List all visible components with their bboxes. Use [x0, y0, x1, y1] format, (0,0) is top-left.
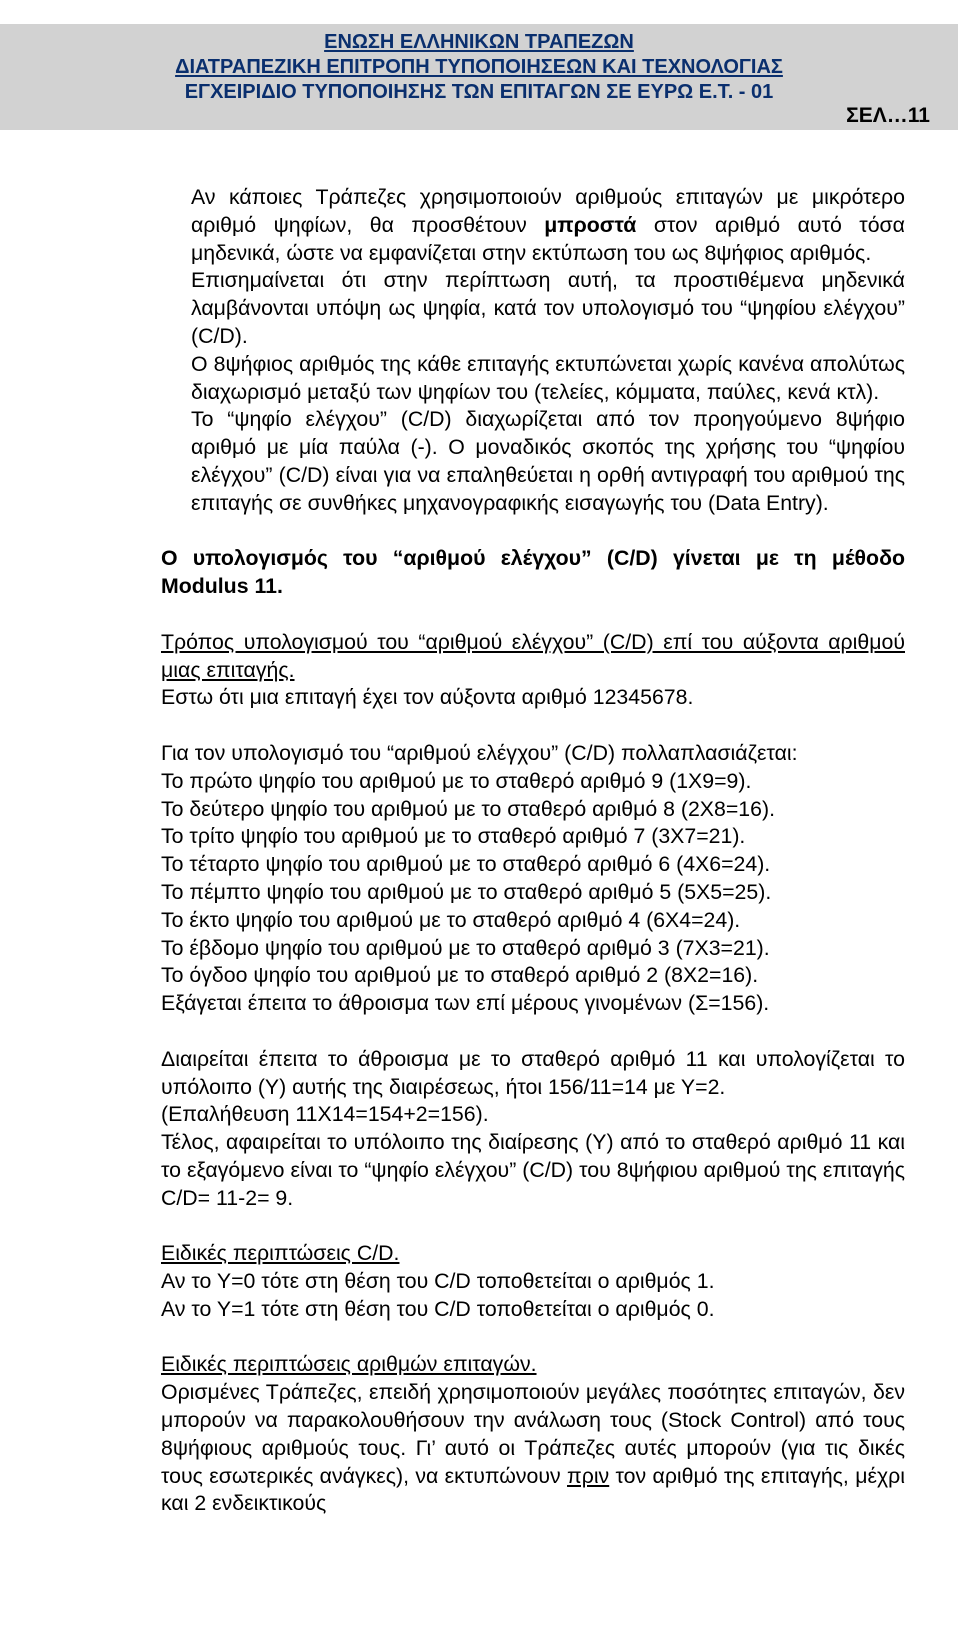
calculation-step: Το τέταρτο ψηφίο του αριθμού με το σταθερό αριθμό 6 (4Χ6=24). [161, 852, 771, 877]
paragraph-text: τον αριθμό της επιταγής, μέχρι και 2 ενδεικτικούς [161, 1463, 905, 1516]
calculation-step: Το πρώτο ψηφίο του αριθμού με το σταθερό αριθμό 9 (1Χ9=9). [161, 768, 752, 793]
header-organization: ΕΝΩΣΗ ΕΛΛΗΝΙΚΩΝ ΤΡΑΠΕΖΩΝ [324, 31, 634, 53]
paragraph-check-digit-purpose: Το “ψηφίο ελέγχου” (C/D) διαχωρίζεται από τον προηγούμενο 8ψήφιο αριθμό με μία παύλα (-). Ο μοναδικός σκοπός της χρήσης του “ψηφίου ελέγχου” (C/D) είναι για να επαληθεύεται η ορθή αντιγραφή του αριθμού της επιταγής σε συνθήκες μηχανογραφικής εισαγωγής του (Data Entry). [191, 407, 905, 515]
header-committee: ΔΙΑΤΡΑΠΕΖΙΚΗ ΕΠΙΤΡΟΠΗ ΤΥΠΟΠΟΙΗΣΕΩΝ ΚΑΙ ΤΕΧΝΟΛΟΓΙΑΣ [175, 56, 783, 78]
underlined-word: πριν [567, 1463, 610, 1488]
page-number: ΣΕΛ…11 [846, 104, 930, 127]
section-title-calculation: Τρόπος υπολογισμού του “αριθμού ελέγχου” (C/D) επί του αύξοντα αριθμού μιας επιταγής. [161, 629, 905, 682]
calculation-intro: Για τον υπολογισμό του “αριθμού ελέγχου” (C/D) πολλαπλασιάζεται: [161, 740, 798, 765]
division-paragraph: Διαιρείται έπειτα το άθροισμα με το σταθερό αριθμό 11 και υπολογίζεται το υπόλοιπο (Υ) αυτής της διαιρέσεως, ήτοι 156/11=14 με Υ=2. [161, 1046, 905, 1099]
verification-line: (Επαλήθευση 11Χ14=154+2=156). [161, 1102, 489, 1127]
special-case-line: Αν το Υ=1 τότε στη θέση του C/D τοποθετείται ο αριθμός 0. [161, 1296, 715, 1321]
section-title-special-numbers: Ειδικές περιπτώσεις αριθμών επιταγών. [161, 1352, 537, 1377]
modulus-11-statement: Ο υπολογισμός του “αριθμού ελέγχου” (C/D) γίνεται με τη μέθοδο Modulus 11. [161, 546, 905, 599]
final-check-digit-paragraph: Τέλος, αφαιρείται το υπόλοιπο της διαίρεσης (Υ) από το σταθερό αριθμό 11 και το εξαγόμενο είναι το “ψηφίο ελέγχου” (C/D) του 8ψήφιου αριθμού της επιταγής C/D= 11-2= 9. [161, 1130, 905, 1210]
document-body [161, 184, 905, 1518]
calculation-sum: Εξάγεται έπειτα το άθροισμα των επί μέρους γινομένων (Σ=156). [161, 991, 770, 1016]
paragraph-no-separators: Ο 8ψήφιος αριθμός της κάθε επιταγής εκτυπώνεται χωρίς κανένα απολύτως διαχωρισμό μεταξύ των ψηφίων του (τελείες, κόμματα, παύλες, κενά κτλ). [191, 351, 905, 404]
calculation-step: Το δεύτερο ψηφίο του αριθμού με το σταθερό αριθμό 8 (2Χ8=16). [161, 796, 775, 821]
paragraph-zero-padding [161, 184, 905, 267]
calculation-step: Το τρίτο ψηφίο του αριθμού με το σταθερό αριθμό 7 (3Χ7=21). [161, 824, 746, 849]
header-manual-title: ΕΓΧΕΙΡΙΔΙΟ ΤΥΠΟΠΟΙΗΣΗΣ ΤΩΝ ΕΠΙΤΑΓΩΝ ΣΕ ΕΥΡΩ Ε.Τ. - 01 [184, 81, 774, 103]
paragraph-text: στον αριθμό αυτό τόσα μηδενικά, ώστε να εμφανίζεται στην εκτύπωση του ως 8ψήφιος αριθμός. [191, 212, 905, 265]
calculation-step: Το όγδοο ψηφίο του αριθμού με το σταθερό αριθμό 2 (8Χ2=16). [161, 963, 759, 988]
calculation-step: Το πέμπτο ψηφίο του αριθμού με το σταθερό αριθμό 5 (5Χ5=25). [161, 879, 772, 904]
calculation-step: Το έκτο ψηφίο του αριθμού με το σταθερό αριθμό 4 (6Χ4=24). [161, 907, 741, 932]
section-title-special-cd: Ειδικές περιπτώσεις C/D. [161, 1241, 400, 1266]
emphasis-text: μπροστά [544, 212, 637, 237]
paragraph-text: Αν κάποιες Τράπεζες χρησιμοποιούν αριθμούς επιταγών με μικρότερο αριθμό ψηφίων, θα προσθέτουν [191, 185, 905, 237]
paragraph-text: Ορισμένες Τράπεζες, επειδή χρησιμοποιούν μεγάλες ποσότητες επιταγών, δεν μπορούν να παρακολουθήσουν την ανάλωση τους (Stock Control) από τους 8ψήφιους αριθμούς τους. Γι’ αυτό οι Τράπεζες αυτές μπορούν (για τις δικές τους εσωτερικές ανάγκες), να εκτυπώνουν [161, 1380, 905, 1488]
example-number-line: Εστω ότι μια επιταγή έχει τον αύξοντα αριθμό 12345678. [161, 685, 694, 710]
paragraph-zeros-counted: Επισημαίνεται ότι στην περίπτωση αυτή, τα προστιθέμενα μηδενικά λαμβάνονται υπόψη ως ψηφία, κατά τον υπολογισμό του “ψηφίου ελέγχου” (C/D). [191, 268, 905, 348]
paragraph-special-numbers [161, 1379, 905, 1518]
calculation-step: Το έβδομο ψηφίο του αριθμού με το σταθερό αριθμό 3 (7Χ3=21). [161, 935, 770, 960]
special-case-line: Αν το Υ=0 τότε στη θέση του C/D τοποθετείται ο αριθμός 1. [161, 1269, 715, 1294]
